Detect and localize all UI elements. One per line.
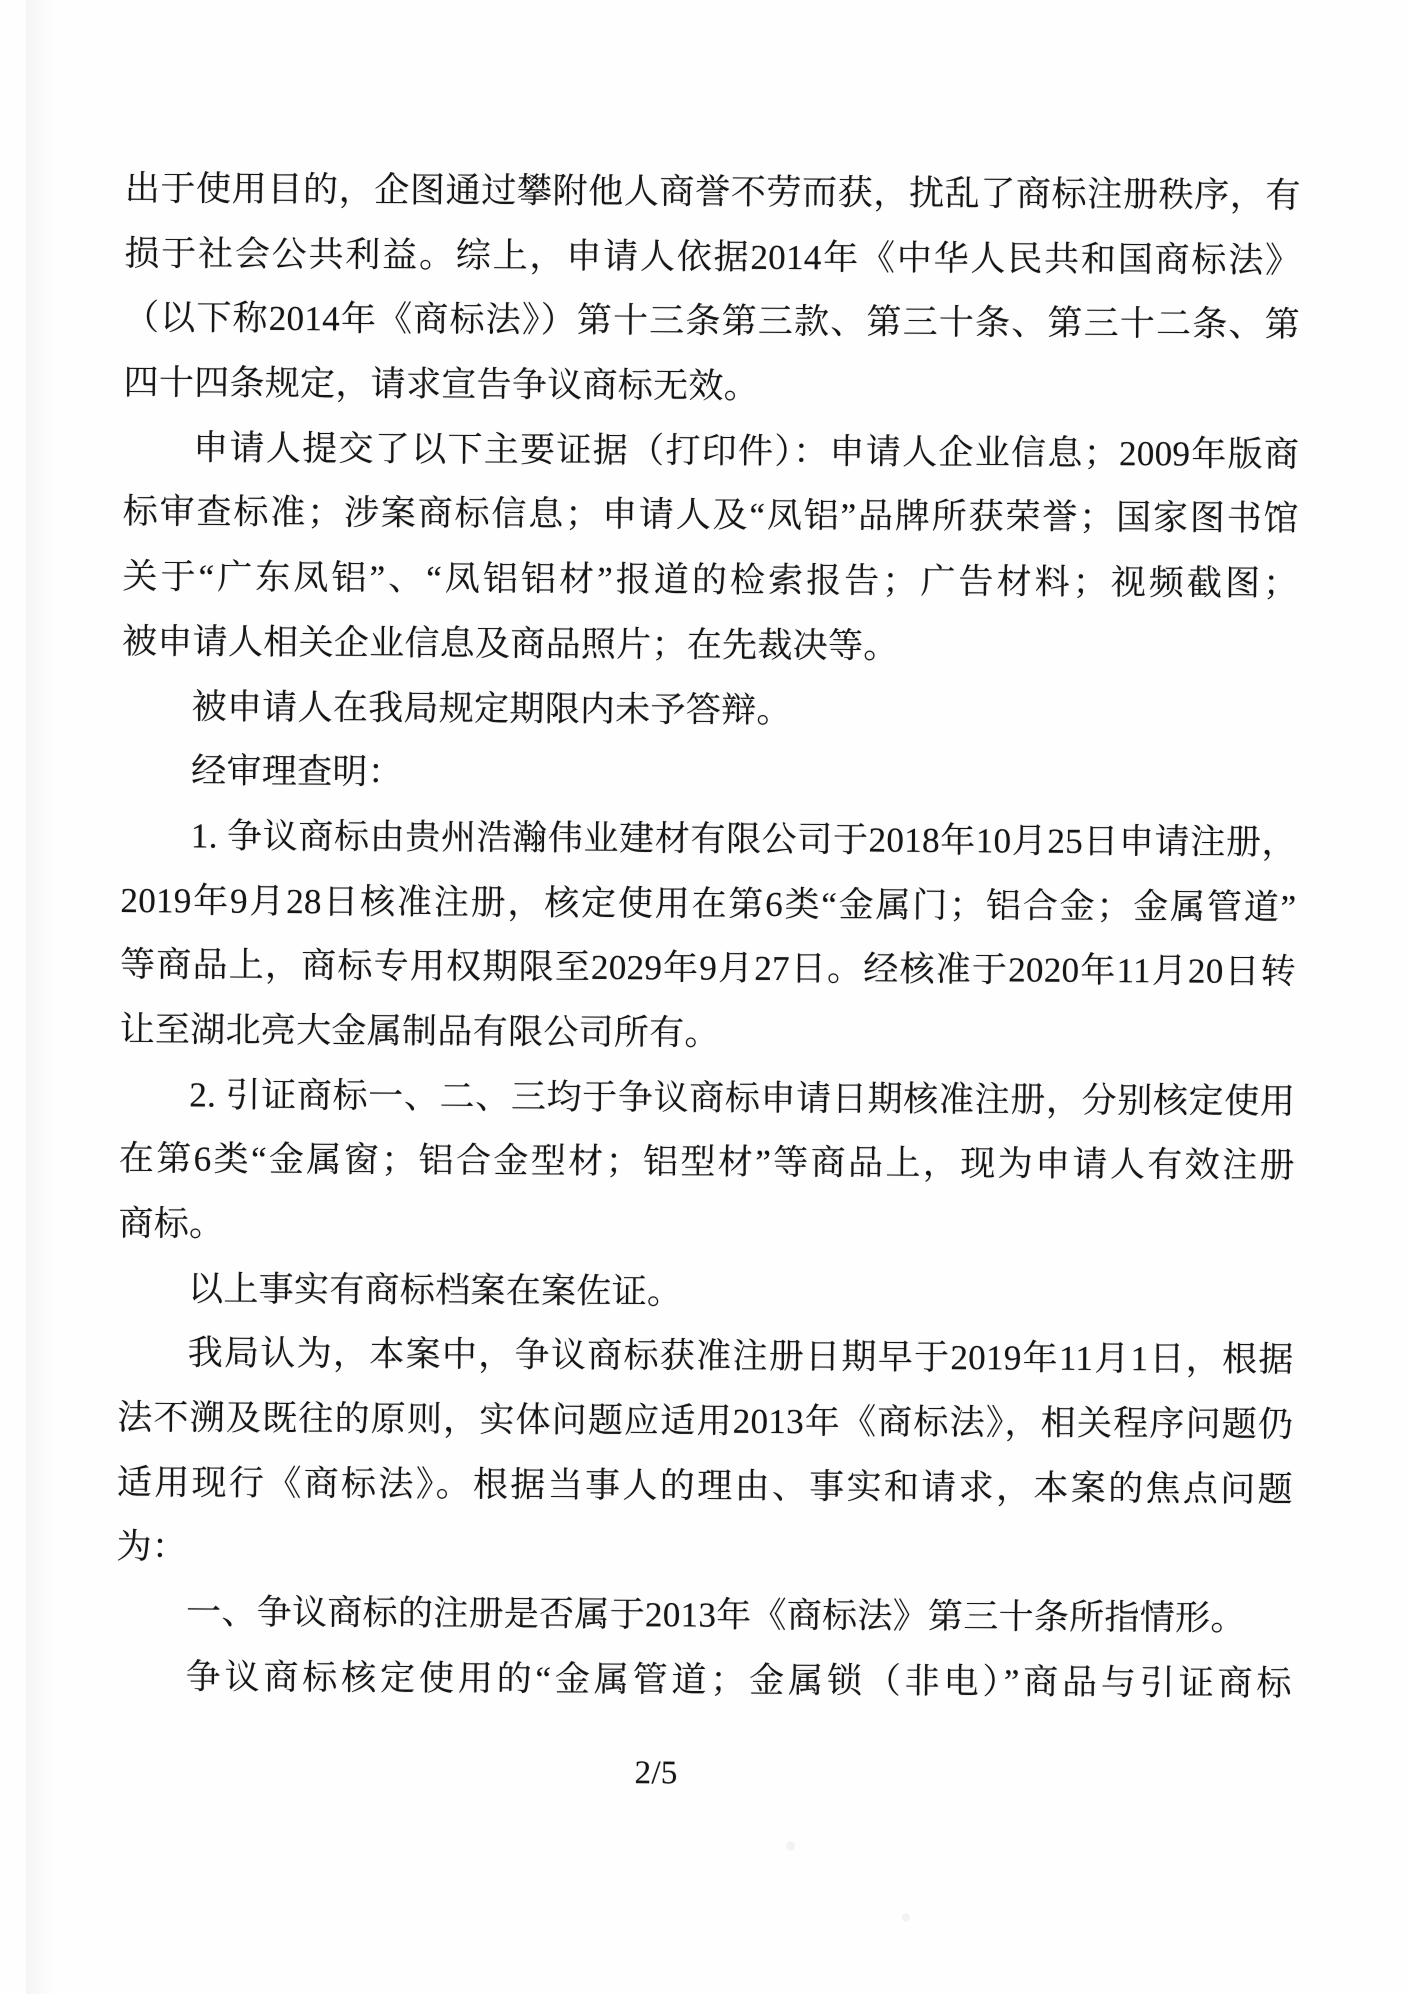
text-line: 争议商标核定使用的“金属管道；金属锁（非电）”商品与引证商标 [185,1657,1292,1703]
text-line: 在第6类“金属窗；铝合金型材；铝型材”等商品上，现为申请人有效注册 [118,1139,1295,1186]
paragraph [116,1321,1294,1587]
paragraph [122,416,1300,682]
text-line: 我局认为，本案中，争议商标获准注册日期早于2019年11月1日，根据 [187,1333,1294,1380]
page-number: 2/5 [634,1754,678,1791]
text-line: 损于社会公共利益。综上，申请人依据2014年《中华人民共和国商标法》 [124,233,1301,280]
text-line: 2. 引证商标一、二、三均于争议商标申请日期核准注册，分别核定使用 [189,1075,1296,1121]
document-text-block [115,157,1301,1810]
paragraph [119,804,1297,1070]
text-line: 出于使用目的，企图通过攀附他人商誉不劳而获，扰乱了商标注册秩序，有 [124,168,1301,216]
text-line: 1. 争议商标由贵州浩瀚伟业建材有限公司于2018年10月25日申请注册， [190,816,1297,863]
scan-artifact [902,1913,910,1922]
scan-artifact [786,1841,795,1851]
text-line: 2019年9月28日核准注册，核定使用在第6类“金属门；铝合金；金属管道” [120,880,1297,927]
text-line: 以上事实有商标档案在案佐证。 [187,1269,683,1312]
text-line: 商标。 [118,1203,225,1244]
text-line: 申请人提交了以下主要证据（打印件）：申请人企业信息；2009年版商 [193,428,1300,474]
text-line: 四十四条规定，请求宣告争议商标无效。 [123,363,760,406]
paragraph [118,1257,1294,1329]
text-line: 关于“广东凤铝”、“凤铝铝材”报道的检索报告；广告材料；视频截图； [122,557,1299,604]
text-line: （以下称2014年《商标法》）第十三条第三款、第三十条、第三十二条、第 [123,298,1301,345]
paragraph [118,1063,1295,1264]
text-line: 法不溯及既往的原则，实体问题应适用2013年《商标法》，相关程序问题仍 [117,1398,1294,1445]
paragraph-focus-issue [116,1580,1292,1652]
text-line: 为： [116,1527,188,1567]
text-line: 等商品上，商标专用权期限至2029年9月27日。经核准于2020年11月20日转 [119,945,1297,992]
paragraph [123,157,1301,423]
paragraph [121,739,1297,811]
paragraph [121,674,1297,746]
text-line: 经审理查明： [191,751,404,792]
text-line: 一、争议商标的注册是否属于2013年《商标法》第三十条所指情形。 [185,1592,1246,1638]
paragraph [116,1645,1292,1717]
text-line: 被申请人在我局规定期限内未予答辩。 [191,686,792,730]
text-line: 被申请人相关企业信息及商品照片；在先裁决等。 [121,621,899,666]
text-line: 标审查标准；涉案商标信息；申请人及“凤铝”品牌所获荣誉；国家图书馆 [122,492,1299,539]
scan-shadow-band [26,0,54,1994]
text-line: 让至湖北亮大金属制品有限公司所有。 [119,1009,720,1053]
text-line: 适用现行《商标法》。根据当事人的理由、事实和请求，本案的焦点问题 [116,1462,1294,1509]
